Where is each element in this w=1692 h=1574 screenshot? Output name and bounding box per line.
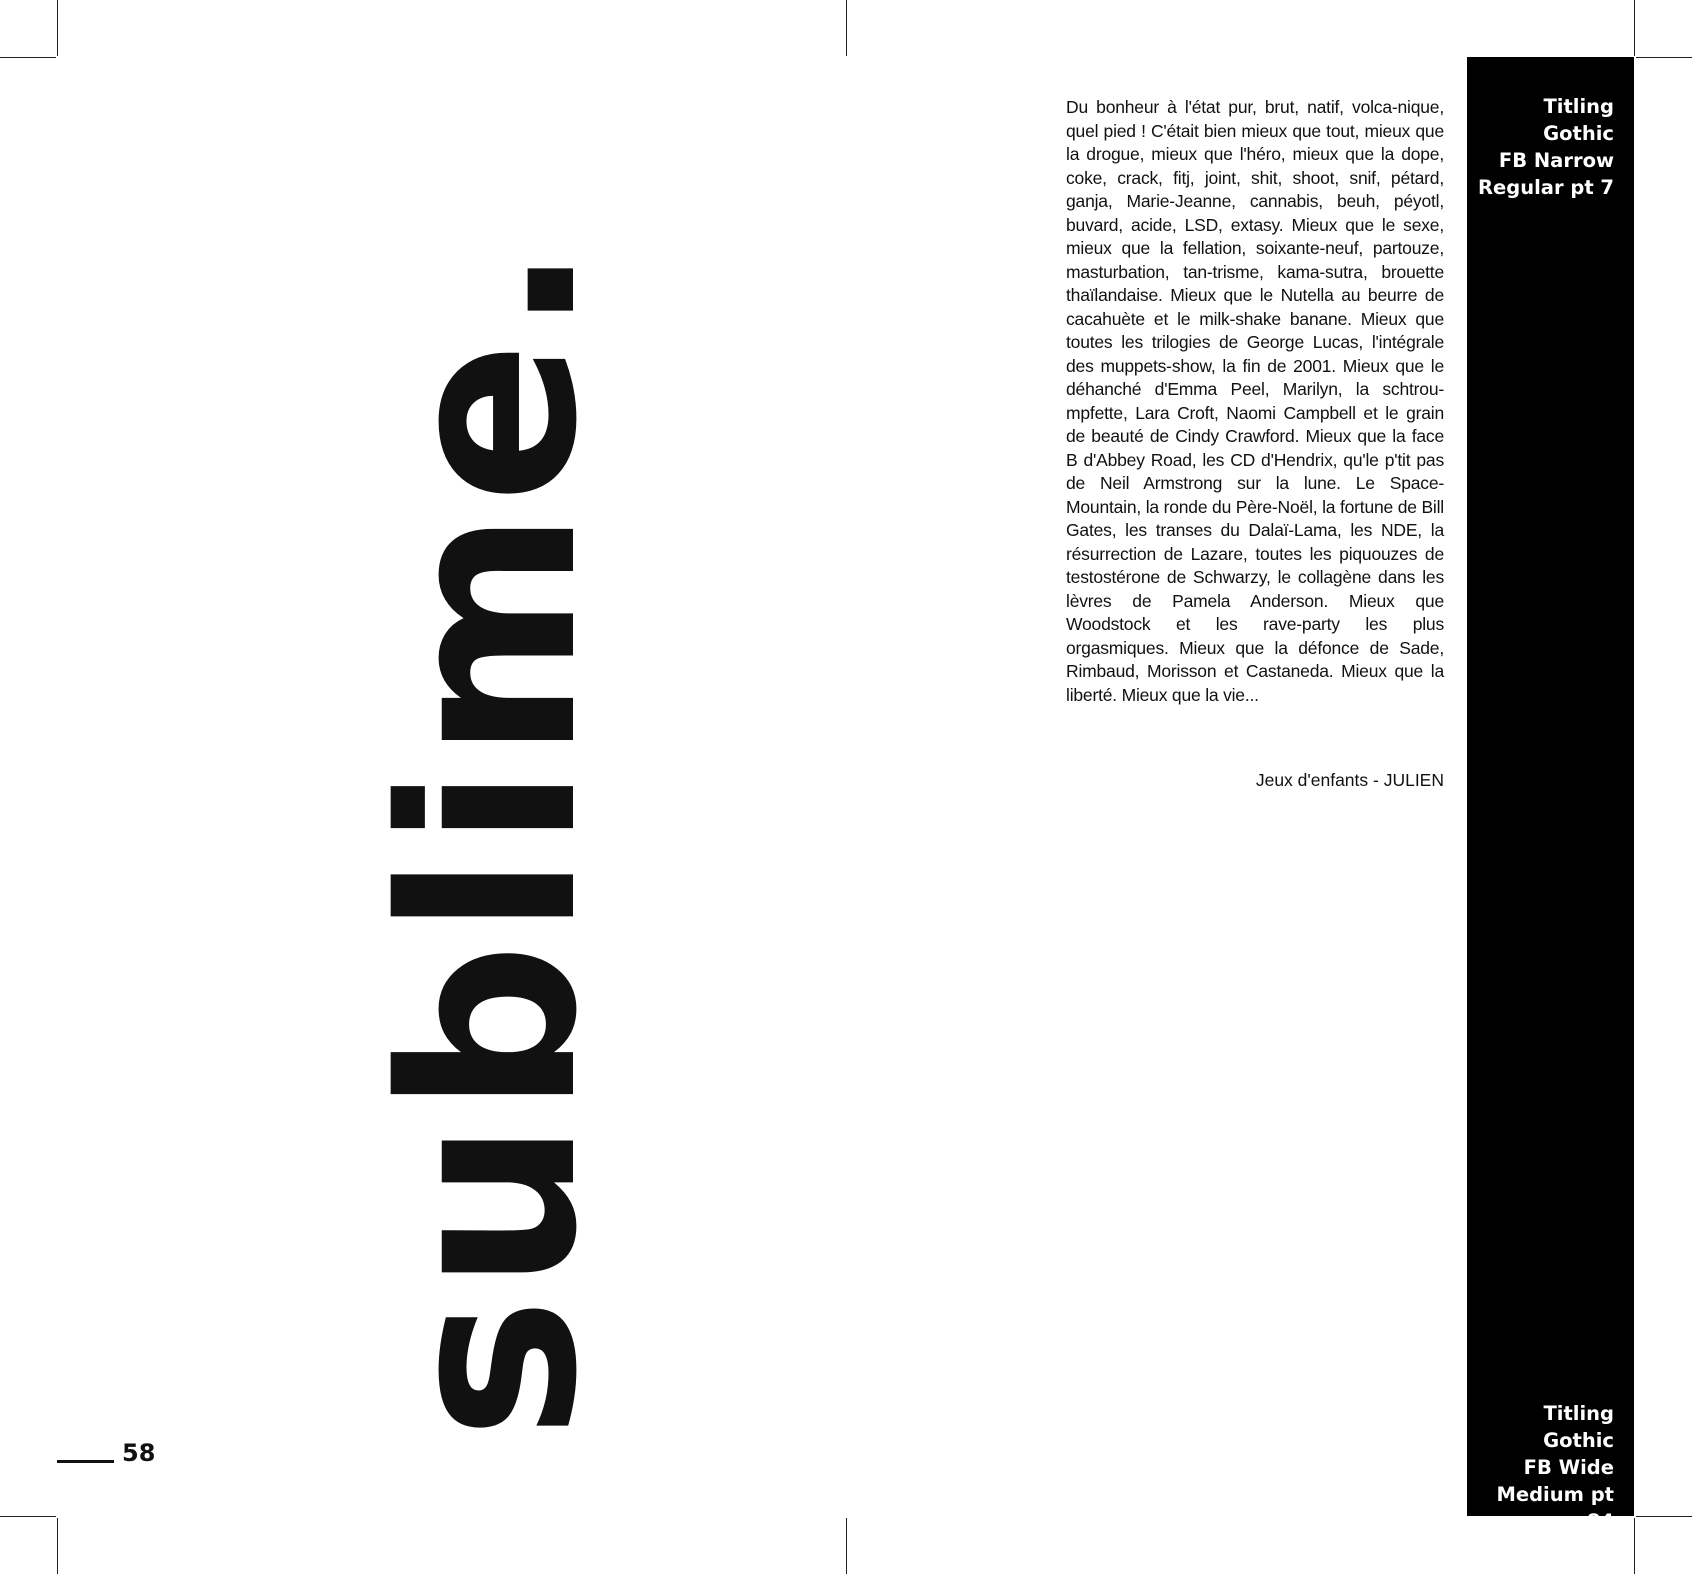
crop-mark: [57, 0, 58, 56]
quote-attribution: Jeux d'enfants - JULIEN: [1255, 770, 1444, 790]
crop-mark: [846, 0, 847, 56]
title-font-spec: [1467, 1400, 1614, 1535]
crop-mark: [0, 57, 56, 58]
body-font-size: Regular pt 7: [1478, 176, 1614, 199]
title-font-name: Titling Gothic: [1543, 1402, 1614, 1452]
crop-mark: [57, 1518, 58, 1574]
body-font-spec: [1467, 93, 1614, 201]
page-number: 58: [122, 1439, 156, 1467]
crop-mark: [1636, 57, 1692, 58]
page-number-rule: [57, 1460, 114, 1463]
body-font-name: Titling Gothic: [1543, 95, 1614, 145]
crop-mark: [1634, 1518, 1635, 1574]
body-font-width: FB Narrow: [1498, 149, 1614, 172]
quote-paragraph: Du bonheur à l'état pur, brut, natif, volca-nique, quel pied ! C'était bien mieux que tout, mieux que la drogue, mieux que l'héro, mieux que la dope, coke, crack, fitj, joint, shit, shoot, snif, pétard, ganja, Marie-Jeanne, cannabis, beuh, péyotl, buvard, acide, LSD, extasy. Mieux que le sexe, mieux que la fellation, soixante-neuf, partouze, masturbation, tan-trisme, kama-sutra, brouette thaïlandaise. Mieux que le Nutella au beurre de cacahuète et le milk-shake banane. Mieux que toutes les trilogies de George Lucas, l'intégrale des muppets-show, la fin de 2001. Mieux que le déhanché d'Emma Peel, Marilyn, la schtrou-mpfette, Lara Croft, Naomi Campbell et le grain de beauté de Cindy Crawford. Mieux que la face B d'Abbey Road, les CD d'Hendrix, qu'le p'tit pas de Neil Armstrong sur la lune. Le Space-Mountain, la ronde du Père-Noël, la fortune de Bill Gates, les transes du Dalaï-Lama, les NDE, la résurrection de Lazare, toutes les piquouzes de testostérone de Schwarzy, le collagène dans les lèvres de Pamela Anderson. Mieux que Woodstock et les rave-party les plus orgasmiques. Mieux que la défonce de Sade, Rimbaud, Morisson et Castaneda. Mieux que la liberté. Mieux que la vie...: [1066, 97, 1444, 705]
crop-mark: [1634, 0, 1635, 56]
title-font-size: Medium pt 84: [1496, 1483, 1614, 1533]
crop-mark: [1636, 1516, 1692, 1517]
rotated-title-word: sublime.: [350, 237, 630, 1440]
font-spec-sidebar: [1467, 57, 1634, 1533]
crop-mark: [846, 1518, 847, 1574]
title-font-width: FB Wide: [1523, 1456, 1614, 1479]
crop-mark: [0, 1516, 56, 1517]
